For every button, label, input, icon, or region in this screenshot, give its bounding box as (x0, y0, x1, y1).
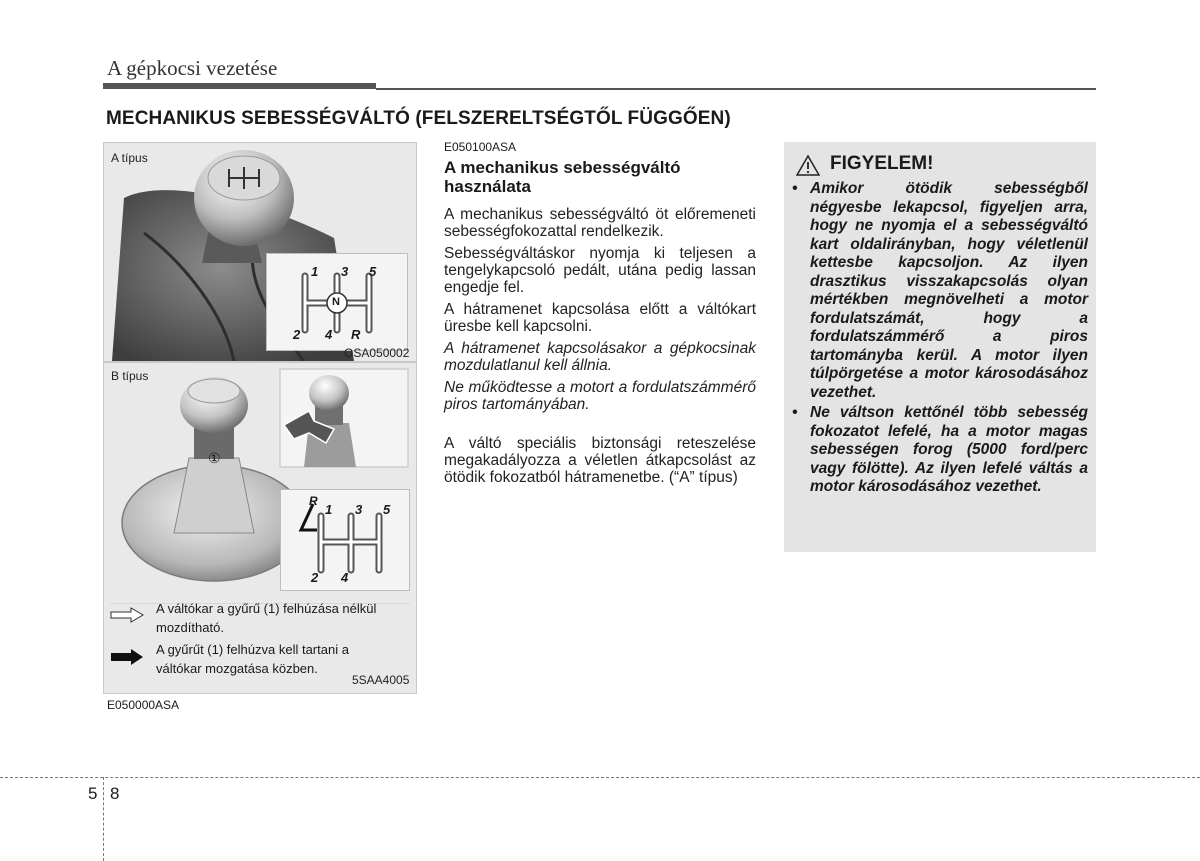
ring-marker: ① (208, 450, 221, 466)
page-number: 8 (110, 784, 120, 803)
gear-label-5: 5 (383, 502, 391, 517)
gear-label-4: 4 (341, 570, 349, 585)
gear-label-5: 5 (369, 264, 377, 279)
paragraph-italic: A hátramenet kapcsolásakor a gépkocsinak mozdulatlanul kell állnia. (444, 340, 756, 374)
legend-item-1: A váltókar a gyűrű (1) felhúzása nélkül mozdítható. (156, 601, 377, 635)
body-text (444, 206, 756, 491)
bullet: • (792, 180, 798, 197)
gear-label-3: 3 (355, 502, 363, 517)
paragraph: A hátramenet kapcsolása előtt a váltókart üresbe kell kapcsolni. (444, 301, 756, 335)
gear-label-1: 1 (325, 502, 333, 517)
outline-arrow-icon (110, 607, 144, 623)
gear-label-n: N (332, 296, 340, 308)
warning-title: FIGYELEM! (830, 153, 934, 174)
gear-label-2: 2 (311, 570, 319, 585)
chapter-number: 5 (88, 784, 98, 803)
section-code: E050000ASA (107, 698, 180, 712)
figure-b (103, 362, 417, 694)
gear-label-1: 1 (311, 264, 319, 279)
header-rule (376, 88, 1096, 90)
paragraph: Sebességváltáskor nyomja ki teljesen a tengelykapcsoló pedált, utána pedig lassan engedje fel. (444, 245, 756, 296)
gear-label-4: 4 (325, 327, 333, 342)
warning-item-text: Amikor ötödik sebességből négyesbe lekapcsol, figyeljen arra, hogy ne nyomja el a sebességváltó kart oldalirányban, hogy véletlenül kettesbe kapcsoljon. Az ilyen drasztikus visszakapcsolás olyan mértékben megnövelheti a motor fordulatszámát, hogy a fordulatszámmérő a piros tartományba kerül. A motor ilyen túlpörgetése a motor károsodásához vezethet. (810, 180, 1088, 401)
subsection-heading: A mechanikus sebességváltó használata (444, 158, 681, 196)
figure-b-code: 5SAA4005 (352, 673, 410, 687)
bullet: • (792, 404, 798, 421)
shift-pattern-b (280, 489, 410, 591)
subsection-code: E050100ASA (444, 140, 517, 154)
warning-triangle-icon (796, 154, 820, 176)
shift-pattern-a (266, 253, 408, 351)
figure-b-label: B típus (111, 369, 149, 383)
figure-a-label: A típus (111, 151, 148, 165)
gear-label-r: R (351, 327, 361, 342)
figure-a-code: OSA050002 (344, 346, 410, 360)
footer-divider (103, 777, 104, 861)
warning-list (792, 180, 1088, 497)
footer-rule (0, 777, 1200, 778)
paragraph: A váltó speciális biztonsági reteszelése megakadályozza a véletlen átkapcsolást az ötödik fokozatból hátramenetbe. (“A” típus) (444, 435, 756, 486)
running-head: A gépkocsi vezetése (107, 56, 278, 80)
paragraph: A mechanikus sebességváltó öt előremeneti sebességfokozattal rendelkezik. (444, 206, 756, 240)
header-rule-dark (103, 83, 376, 89)
figure-a (103, 142, 417, 362)
solid-arrow-icon (110, 649, 144, 665)
gear-label-3: 3 (341, 264, 349, 279)
warning-item-text: Ne váltson kettőnél több sebesség fokozatot lefelé, ha a motor magas sebességen forog (5000 ford/perc vagy fölötte). Az ilyen lefelé váltás a motor károsodásához vezethet. (810, 404, 1088, 495)
warning-item (792, 180, 1088, 402)
paragraph-italic: Ne működtesse a motort a fordulatszámmérő piros tartományában. (444, 379, 756, 413)
gear-label-r: R (309, 494, 318, 508)
warning-item (792, 404, 1088, 497)
gear-label-2: 2 (293, 327, 301, 342)
legend-item-2: A gyűrűt (1) felhúzva kell tartani a váltókar mozgatása közben. (156, 642, 349, 676)
section-title: MECHANIKUS SEBESSÉGVÁLTÓ (FELSZERELTSÉGTŐL FÜGGŐEN) (106, 108, 731, 129)
